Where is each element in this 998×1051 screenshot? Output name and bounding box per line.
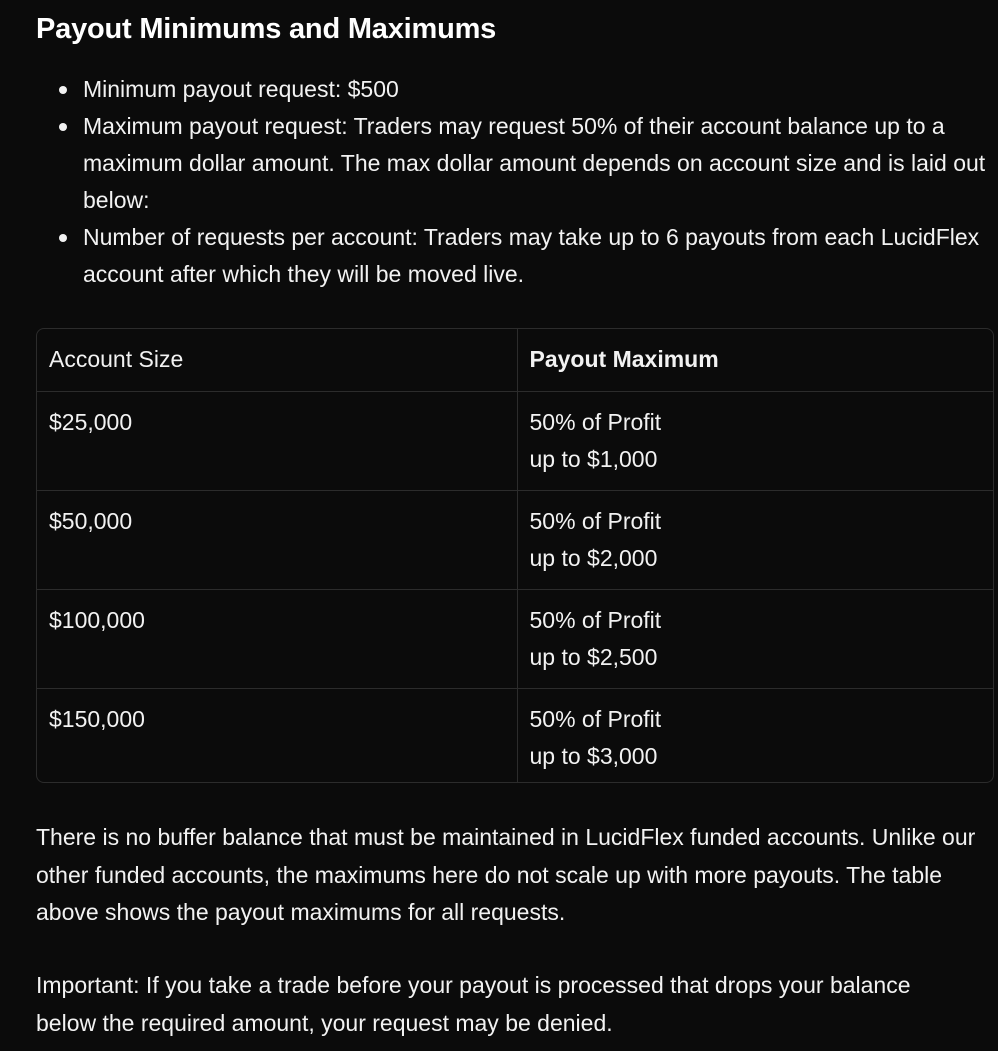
list-item [36,71,986,108]
payout-maximum-cell [517,490,993,589]
payout-cap: up to $2,500 [529,643,658,670]
payout-table [36,328,994,783]
payout-maximum-cell [517,589,993,688]
table-row [37,589,993,688]
list-item [36,219,986,293]
section-heading: Payout Minimums and Maximums [36,13,497,45]
table-header-row [37,329,993,391]
column-header-account-size: Account Size [37,329,517,391]
column-header-payout-maximum: Payout Maximum [517,329,993,391]
list-item-text: Minimum payout request: $500 [83,76,399,102]
payout-cap: up to $3,000 [529,742,658,769]
bullet-icon [59,86,67,94]
payout-percent: 50% of Profit [529,705,662,732]
bullet-icon [59,123,67,131]
table-row [37,490,993,589]
table-row [37,391,993,490]
payout-maximum-cell [517,688,993,783]
payout-cap: up to $1,000 [529,445,658,472]
payout-percent: 50% of Profit [529,408,662,435]
list-item-text: Maximum payout request: Traders may request 50% of their account balance up to a maximum dollar amount. The max dollar amount depends on account size and is laid out below: [83,113,986,213]
list-item-text: Number of requests per account: Traders may take up to 6 payouts from each LucidFlex account after which they will be moved live. [83,224,980,287]
account-size-cell: $100,000 [37,589,517,688]
payout-percent: 50% of Profit [529,606,662,633]
payout-maximum-cell [517,391,993,490]
payout-percent: 50% of Profit [529,507,662,534]
list-item [36,108,986,219]
payout-cap: up to $2,000 [529,544,658,571]
account-size-cell: $50,000 [37,490,517,589]
table-row [37,688,993,783]
buffer-balance-paragraph: There is no buffer balance that must be maintained in LucidFlex funded accounts. Unlike our other funded accounts, the maximums here do not scale up with more payouts. The table above shows the payout maximums for all requests. [36,824,976,925]
bullet-icon [59,234,67,242]
account-size-cell: $150,000 [37,688,517,783]
account-size-cell: $25,000 [37,391,517,490]
important-note-paragraph: Important: If you take a trade before your payout is processed that drops your balance below the required amount, your request may be denied. [36,972,911,1036]
payout-rules-list [36,71,986,293]
